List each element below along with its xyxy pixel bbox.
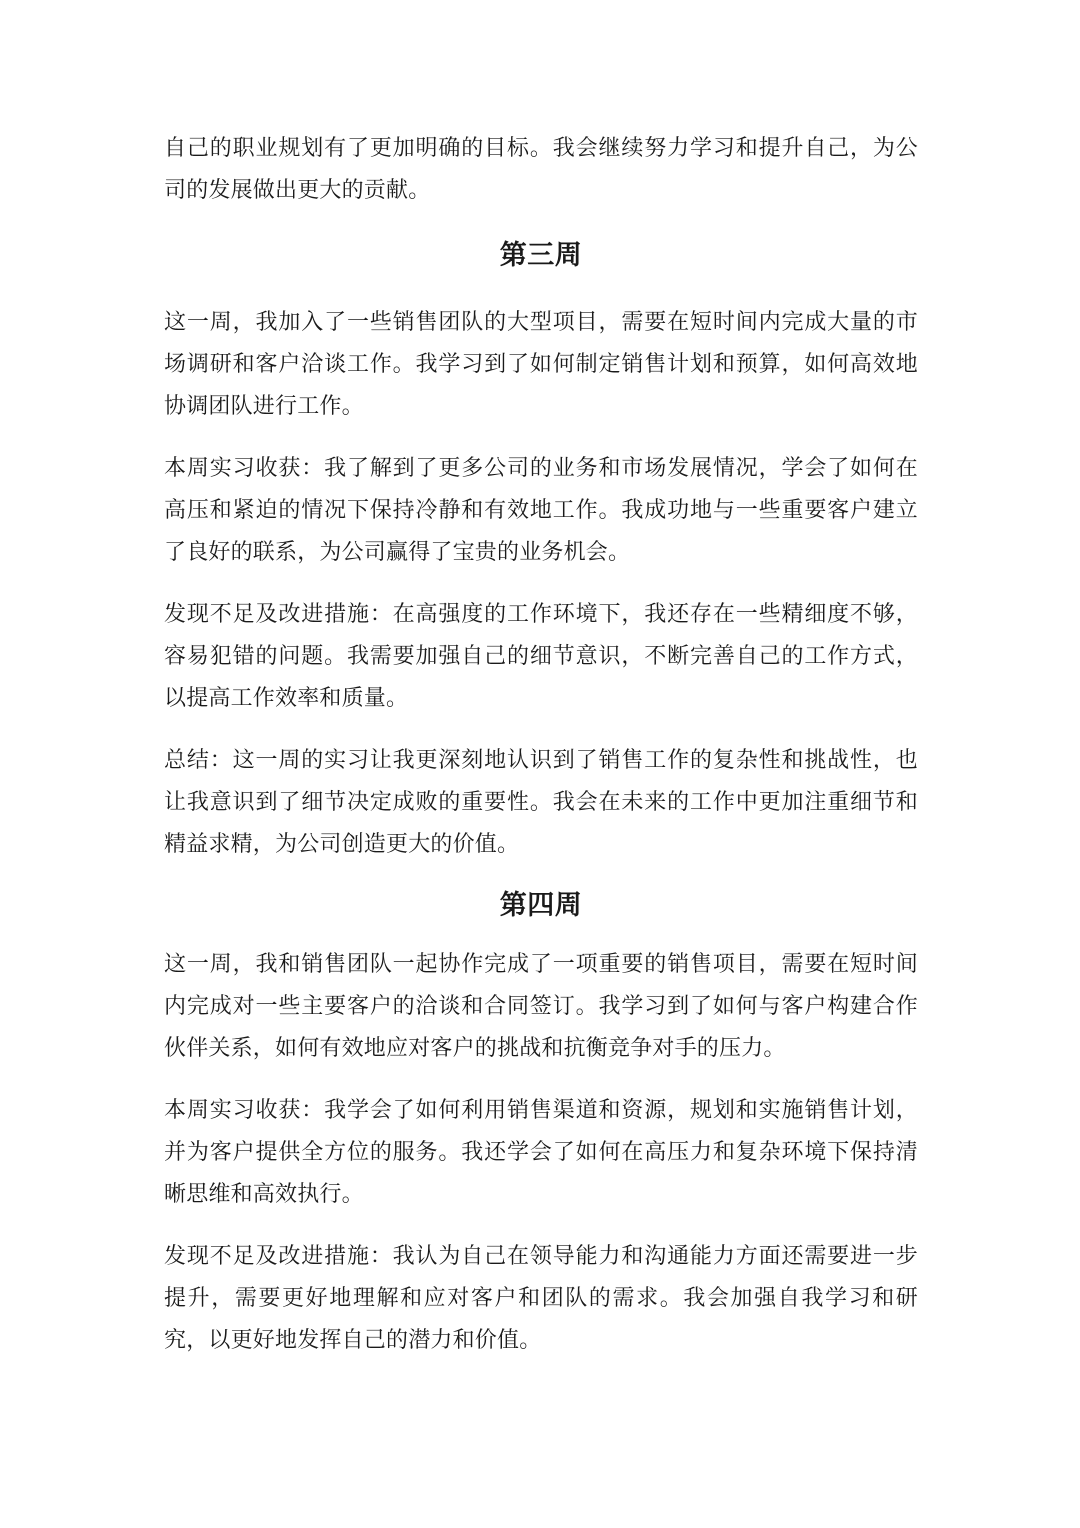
week3-paragraph-summary: 这一周，我加入了一些销售团队的大型项目，需要在短时间内完成大量的市场调研和客户洽谈工作。我学习到了如何制定销售计划和预算，如何高效地协调团队进行工作。 bbox=[164, 310, 918, 419]
week4-paragraph-improvements: 发现不足及改进措施：我认为自己在领导能力和沟通能力方面还需要进一步提升，需要更好地理解和应对客户和团队的需求。我会加强自我学习和研究，以更好地发挥自己的潜力和价值。 bbox=[164, 1244, 918, 1353]
week3-paragraph-gains: 本周实习收获：我了解到了更多公司的业务和市场发展情况，学会了如何在高压和紧迫的情况下保持冷静和有效地工作。我成功地与一些重要客户建立了良好的联系，为公司赢得了宝贵的业务机会。 bbox=[164, 456, 918, 565]
week4-heading: 第四周 bbox=[499, 890, 583, 921]
week3-paragraph-conclusion: 总结：这一周的实习让我更深刻地认识到了销售工作的复杂性和挑战性，也让我意识到了细节决定成败的重要性。我会在未来的工作中更加注重细节和精益求精，为公司创造更大的价值。 bbox=[164, 748, 918, 857]
week4-paragraph-summary: 这一周，我和销售团队一起协作完成了一项重要的销售项目，需要在短时间内完成对一些主要客户的洽谈和合同签订。我学习到了如何与客户构建合作伙伴关系，如何有效地应对客户的挑战和抗衡竞争对手的压力。 bbox=[164, 952, 918, 1061]
week4-paragraph-gains: 本周实习收获：我学会了如何利用销售渠道和资源，规划和实施销售计划，并为客户提供全方位的服务。我还学会了如何在高压力和复杂环境下保持清晰思维和高效执行。 bbox=[164, 1098, 918, 1207]
week3-heading: 第三周 bbox=[499, 240, 583, 271]
week3-paragraph-improvements: 发现不足及改进措施：在高强度的工作环境下，我还存在一些精细度不够，容易犯错的问题。我需要加强自己的细节意识，不断完善自己的工作方式，以提高工作效率和质量。 bbox=[164, 602, 918, 711]
intro-paragraph: 自己的职业规划有了更加明确的目标。我会继续努力学习和提升自己，为公司的发展做出更大的贡献。 bbox=[164, 136, 918, 203]
